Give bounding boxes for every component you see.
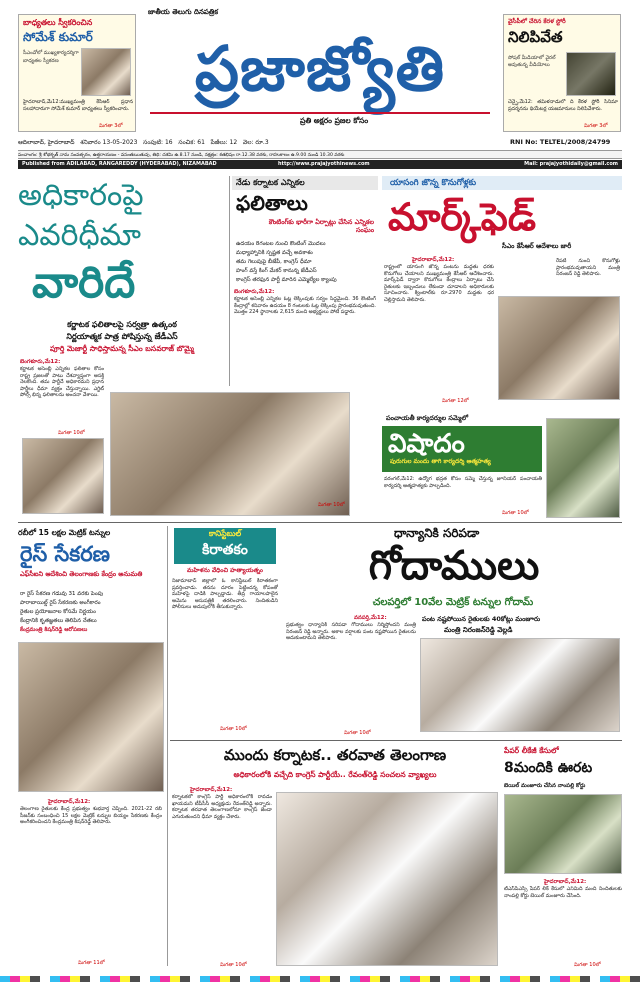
- results-bullets: [236, 240, 376, 285]
- edition-volume: సంపుటి: 16: [143, 139, 173, 146]
- left-teaser-sub: సీఎంవోలో ముఖ్యకార్యదర్శిగా బాధ్యతల స్వీకరణ: [23, 50, 79, 64]
- rice-sub: ఎఫ్‌సీఐని ఆదేశించి తెలంగాణకు కేంద్రం అనుమతి: [20, 570, 143, 578]
- color-registration-bar: [0, 976, 640, 982]
- section-divider: [170, 740, 622, 741]
- markfed-kicker: యాసంగి జొన్న కొనుగోళ్లకు: [382, 176, 622, 190]
- godamulu-sub: చలపర్తిలో 10వేల మెట్రిక్ టన్నుల గోదామ్: [372, 597, 534, 608]
- edition-place: ఆదిలాబాద్, హైదరాబాద్: [18, 139, 75, 146]
- godamulu-headline: గోదాములు: [368, 543, 540, 589]
- paper-leak-sub: బెయిల్ మంజూరు చేసిన నాంపల్లి కోర్టు: [504, 783, 586, 789]
- left-teaser[interactable]: [18, 14, 136, 132]
- lead-sub-3: పూర్తి మెజార్టీ సాధిస్తామన్న సీఎం బసవరాజ్ బొమ్మై: [50, 344, 194, 353]
- rice-bullets: [20, 590, 162, 635]
- lead-more: మిగతా 10లో: [58, 430, 85, 436]
- rice-bullet: కేంద్రమంత్రి కిషన్‌రెడ్డి ఆరోపణలు: [20, 627, 88, 633]
- left-teaser-text: హైదరాబాద్,మే12:ముఖ్యమంత్రి కేసీఆర్ ప్రధాన సలహాదారుగా సోమేశ్ కుమార్ బాధ్యతలు స్వీకరించారు.: [23, 99, 133, 112]
- godamulu-story[interactable]: [284, 526, 622, 738]
- rice-more: మిగతా 11లో: [78, 960, 105, 966]
- vishadam-headline: విషాదం: [388, 429, 465, 459]
- godamulu-sub-2: పంట నష్టపోయిన రైతులకు 40కోట్లు మంజూరు: [422, 615, 541, 623]
- column-divider: [229, 176, 230, 386]
- tagline: జాతీయ తెలుగు దినపత్రిక: [148, 8, 218, 16]
- rice-headline: రైస్ సేకరణ: [20, 542, 111, 566]
- lead-sub-1: కర్ణాటక ఫలితాలపై సర్వత్రా ఉత్కంఠ: [67, 320, 177, 329]
- right-teaser-kicker: వైసీపీలో చేరిన కేరళ స్టోరీ: [508, 18, 566, 25]
- right-teaser-poster: [566, 52, 616, 96]
- results-sub: కౌంటింగ్‌కు భారీగా ఏర్పాట్లు చేసిన ఎన్నికల సంఘం: [268, 218, 374, 234]
- right-teaser-headline: నిలిపివేత: [508, 28, 563, 46]
- markfed-dateline: హైదరాబాద్,మే12:: [412, 257, 455, 263]
- karnataka-sub: అధికారంలోకి వచ్చేది కాంగ్రెస్ పార్టీయే.. రేవంత్‌రెడ్డి సంచలన వ్యాఖ్యలు: [233, 770, 437, 779]
- cm-kcr-photo: [498, 296, 620, 400]
- constable-sub: మహిళను వేధించి హత్యాయత్నం: [187, 567, 263, 574]
- lead-headline-3: వారిదే: [32, 257, 136, 308]
- section-divider: [18, 522, 622, 523]
- rice-bullet: రా రైస్ సేకరణ గడువు 31 వరకు పెంపు: [20, 591, 104, 597]
- godamulu-sub-3: మంత్రి నిరంజన్‌రెడ్డి వెల్లడి: [444, 626, 513, 634]
- column-divider: [167, 526, 168, 966]
- revanth-reddy-photo: [276, 792, 498, 966]
- edition-price: వెల: రూ.3: [242, 139, 269, 146]
- paper-leak-dateline: హైదరాబాద్,మే12:: [544, 879, 587, 885]
- paper-leak-story[interactable]: [504, 744, 622, 972]
- rice-bullet: పారాబాయిల్డ్ రైస్ సేకరణకు అంగీకారం: [20, 600, 101, 606]
- lead-sub-2: నిర్ణయాత్మక పాత్ర పోషిస్తున్న జేడీఎస్: [66, 332, 178, 341]
- paper-leak-more: మిగతా 10లో: [574, 962, 601, 968]
- lead-headline-1: అధికారంపై: [18, 178, 144, 213]
- markfed-more: మిగతా 12లో: [442, 398, 469, 404]
- results-dateline: బెంగళూరు,మే12:: [234, 289, 275, 295]
- results-box[interactable]: [232, 176, 378, 390]
- right-teaser[interactable]: [503, 14, 621, 132]
- godamulu-text: ప్రభుత్వం ధాన్యానికి సరిపడా గోదాములు నిర్మిస్తోందని మంత్రి నిరంజన్ రెడ్డి అన్నారు. అకాల వర్షాలకు పంట నష్టపోయిన రైతులను ఆదుకుంటామని తెలిపారు.: [286, 622, 416, 642]
- markfed-text-2: రేపటి నుంచి కొనుగోళ్లు ప్రారంభమవుతాయని మంత్రి నిరంజన్ రెడ్డి తెలిపారు.: [556, 258, 620, 278]
- vishadam-kicker: పంచాయతీ కార్యదర్శుల సమ్మెలో: [386, 414, 469, 422]
- rice-story[interactable]: [18, 526, 164, 974]
- rice-bullet: కేంద్రానికి కృతజ్ఞతలు తెలిపిన నేతలు: [20, 618, 97, 624]
- markfed-headline: మార్క్‌ఫెడ్: [388, 195, 536, 239]
- constable-story[interactable]: [170, 526, 280, 736]
- constable-more: మిగతా 10లో: [220, 726, 247, 732]
- karnataka-headline: ముందు కర్నాటక.. తరవాత తెలంగాణ: [223, 746, 447, 764]
- paper-leak-photo: [504, 794, 622, 874]
- constable-text: నిజామాబాద్ జిల్లాలో ఓ కానిస్టేబుల్ కిరాతకంగా ప్రవర్తించాడు. తనను దూరం పెట్టిందన్న కోపంతో మహిళపై దాడికి పాల్పడ్డాడు. తీవ్ర గాయాలపాలైన ఆమెను ఆసుపత్రికి తరలించారు. నిందితుడిని పోలీసులు అదుపులోకి తీసుకున్నారు.: [172, 578, 278, 611]
- edition-issue: సంచిక: 61: [178, 139, 205, 146]
- left-teaser-kicker: బాధ్యతలు స్వీకరించిన: [23, 18, 93, 27]
- lead-dateline: బెంగళూరు,మే12:: [20, 359, 61, 365]
- constable-headline: కిరాతకం: [202, 542, 248, 558]
- results-bullet: మధ్యాహ్నానికి స్పష్టత వచ్చే అవకాశం: [236, 250, 313, 256]
- lead-text: కర్ణాటక అసెంబ్లీ ఎన్నికల ఫలితాల కోసం రాష్ట్ర ప్రజలతో పాటు దేశవ్యాప్తంగా ఆసక్తి నెలకొంది. తమ పార్టీదే అధికారమని ప్రధాన పార్టీలు ధీమా వ్యక్తం చేస్తున్నాయి. ఎగ్జిట్ పోల్స్ భిన్న ఫలితాలను అంచనా వేశాయి.: [20, 366, 104, 399]
- results-more: మిగతా 10లో: [318, 502, 345, 508]
- paper-leak-kicker: పేపర్ లీకేజీ కేసులో: [504, 746, 559, 755]
- markfed-text: రాష్ట్రంలో యాసంగి జొన్న పంటను మద్దతు ధరకు కొనుగోలు చేయాలని ముఖ్యమంత్రి కేసీఆర్ ఆదేశించారు. మార్క్‌ఫెడ్ ద్వారా కొనుగోలు కేంద్రాలు ఏర్పాటు చేసి రైతులకు ఇబ్బందులు లేకుండా చూడాలని అధికారులకు సూచించారు. క్వింటాల్‌కు రూ.2970 మద్దతు ధర చెల్లిస్తామని తెలిపారు.: [384, 264, 494, 303]
- results-headline: ఫలితాలు: [236, 191, 308, 215]
- website-link[interactable]: http://www.prajajyothinews.com: [278, 161, 370, 167]
- published-from: Published from ADILABAD, RANGAREDDY (HYDERABAD), NIZAMABAD: [22, 161, 217, 167]
- results-bullet: తమ గెలుపుపై బీజేపీ, కాంగ్రెస్ ధీమా: [236, 259, 312, 265]
- right-teaser-more: మిగతా 3లో: [584, 123, 608, 129]
- right-teaser-text: చెన్నై,మే12: తమిళనాడులో ది కేరళ స్టోరీ సినిమా ప్రదర్శనను థియేటర్ల యజమానులు నిలిపివేశారు.: [508, 99, 618, 112]
- results-bullet: కాంగ్రెస్ తరఫున పార్టీ మారిన ఎమ్మెల్యేల క్యాంపు: [236, 277, 337, 283]
- markfed-sub: సీఎం కేసీఆర్ ఆదేశాలు జారీ: [502, 242, 572, 250]
- minister-crowd-photo: [420, 638, 620, 732]
- panchangam-text: పంచాంగం: శ్రీ శోభకృత్ నామ సంవత్సరం, ఉత్తరాయణం - వసంతఋతువు, తిథి: దశమి ఉ.8.17 నుండి, నక్షత్రం: శతభిషం రా.12.38 వరకు, రాహుకాలం ఉ.9.00 నుండి 10.30 వరకు: [18, 153, 345, 158]
- left-teaser-headline: సోమేశ్ కుమార్: [23, 30, 93, 44]
- rni-number: RNI No: TELTEL/2008/24799: [510, 138, 611, 146]
- published-bar: [18, 160, 622, 169]
- karnataka-more: మిగతా 10లో: [220, 962, 247, 968]
- vishadam-photo: [546, 418, 620, 518]
- leaders-group-photo: [110, 392, 350, 516]
- vishadam-story[interactable]: [382, 414, 622, 520]
- vishadam-more: మిగతా 10లో: [502, 510, 529, 516]
- vishadam-sub: పురుగుల మందు తాగి కార్యదర్శి ఆత్మహత్య: [390, 458, 491, 465]
- panchangam-bar: [18, 150, 622, 159]
- markfed-story[interactable]: [382, 176, 622, 412]
- vishadam-text: వరంగల్,మే12: ఉద్యోగ భద్రత కోసం సమ్మె చేస్తున్న జూనియర్ పంచాయతీ కార్యదర్శి ఆత్మహత్యకు పాల్పడింది.: [384, 476, 542, 489]
- godamulu-dateline: వనపర్తి,మే12:: [354, 615, 387, 621]
- title-underline: [150, 112, 490, 114]
- left-teaser-photo: [81, 48, 131, 96]
- results-kicker: నేడు కర్నాటక ఎన్నికల: [232, 176, 378, 190]
- results-text: కర్ణాటక అసెంబ్లీ ఎన్నికల ఓట్ల లెక్కింపుకు సర్వం సిద్ధమైంది. 36 కౌంటింగ్ కేంద్రాల్లో శనివారం ఉదయం 8 గంటలకు ఓట్ల లెక్కింపు ప్రారంభమవుతుంది. మొత్తం 224 స్థానాలకు 2,615 మంది అభ్యర్థులు పోటీ పడ్డారు.: [234, 296, 376, 316]
- paper-leak-headline: 8మందికి ఊరట: [504, 760, 593, 776]
- results-bullet: ఉదయం 8గంటల నుంచి కౌంటింగ్ మొదలు: [236, 241, 326, 247]
- godamulu-more: మిగతా 10లో: [344, 730, 371, 736]
- right-teaser-sub: సోషల్ మీడియాలో వైరల్ అవుతున్న వీడియోలు: [508, 55, 556, 68]
- slogan: ప్రతి అక్షరం ప్రజల కోసం: [300, 116, 369, 125]
- paper-leak-text: టీఎస్‌పీఎస్సీ పేపర్ లీక్ కేసులో ఎనిమిది మంది నిందితులకు నాంపల్లి కోర్టు బెయిల్ మంజూరు చేసింది.: [504, 886, 622, 899]
- masthead: [0, 0, 640, 152]
- rice-text: తెలంగాణ రైతులకు కేంద్ర ప్రభుత్వం శుభవార్త చెప్పింది. 2021-22 రబీ సీజన్‌కు సంబంధించి 15 లక్షల మెట్రిక్ టన్నుల బియ్యం సేకరణకు కేంద్రం అంగీకరించిందని కేంద్రమంత్రి కిషన్‌రెడ్డి తెలిపారు.: [20, 806, 162, 826]
- karnataka-text: కర్నాటకలో కాంగ్రెస్ పార్టీ అధికారంలోకి రావడం ఖాయమని టీపీసీసీ అధ్యక్షుడు రేవంత్‌రెడ్డి అన్నారు. కర్నాటక తరవాత తెలంగాణలోనూ కాంగ్రెస్ జెండా ఎగురుతుందని ధీమా వ్యక్తం చేశారు.: [172, 794, 272, 820]
- results-bullet: హంగ్ వస్తే కింగ్ మేకర్ కానున్న జేడీఎస్: [236, 268, 317, 274]
- edition-date: శనివారం 13-05-2023: [80, 139, 138, 146]
- paper-title: ప్రజాజ్యోతి: [194, 32, 446, 105]
- lead-headline-2: ఎవరిధీమా: [18, 218, 141, 253]
- karnataka-bottom-story[interactable]: [170, 744, 500, 972]
- left-teaser-more: మిగతా 3లో: [99, 123, 123, 129]
- constable-kicker: కానిస్టేబుల్: [208, 529, 242, 538]
- email-link[interactable]: Mail: prajajyothidaily@gmail.com: [524, 161, 618, 167]
- lead-photo-leader-left: [22, 438, 104, 514]
- karnataka-dateline: హైదరాబాద్,మే12:: [190, 787, 233, 793]
- rice-kicker: రబీలో 15 లక్షల మెట్రిక్ టన్నుల: [18, 528, 111, 537]
- edition-pages: పేజీలు: 12: [210, 139, 238, 146]
- godamulu-kicker: ధాన్యానికి సరిపడా: [394, 526, 480, 540]
- kishan-reddy-photo: [18, 642, 164, 792]
- edition-bar: [18, 138, 508, 148]
- rice-dateline: హైదరాబాద్,మే12:: [48, 799, 91, 805]
- rice-bullet: రైతుల ప్రయోజనాల కోసమే నిర్ణయం: [20, 609, 96, 615]
